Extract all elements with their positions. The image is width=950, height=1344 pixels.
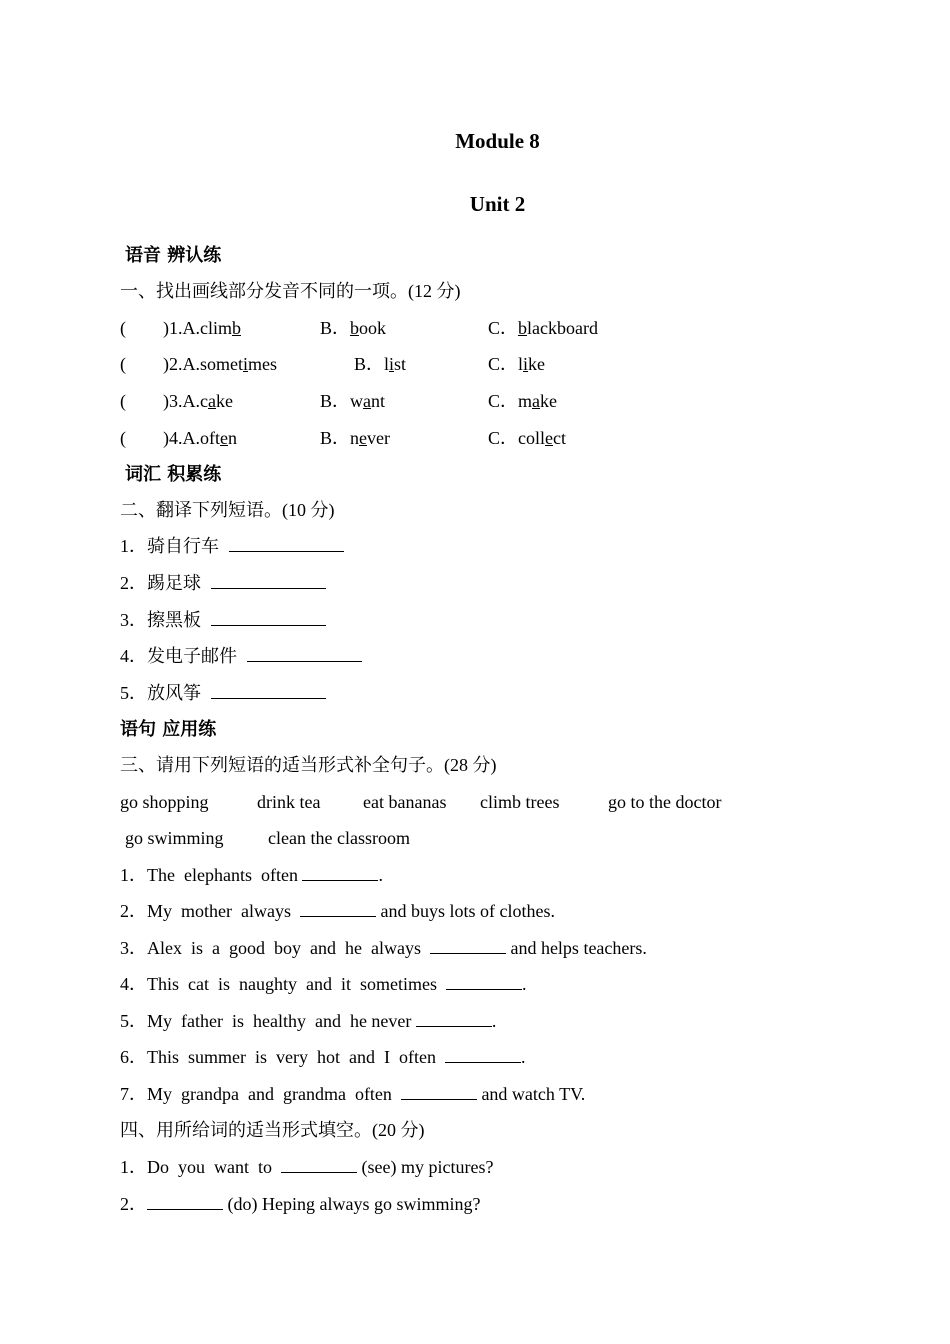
answer-blank[interactable]	[446, 972, 522, 990]
fill-sentence: 1．Do you want to (see) my pictures?	[120, 1157, 494, 1177]
option-a: )3.A.cake	[163, 391, 233, 411]
phrase-bank-item: go to the doctor	[608, 792, 722, 812]
fill-sentence: 6．This summer is very hot and I often .	[120, 1047, 526, 1067]
answer-blank[interactable]	[445, 1045, 521, 1063]
phrase-bank-item: go shopping	[120, 792, 209, 812]
page-title: Module 8	[455, 129, 540, 153]
fill-sentence: 1．The elephants often .	[120, 865, 383, 885]
section-label-sentences: 语句 应用练	[120, 719, 217, 740]
fill-sentence: 7．My grandpa and grandma often and watch TV.	[120, 1084, 586, 1104]
option-c: C．make	[488, 391, 558, 411]
option-c: C．like	[488, 354, 546, 374]
fill-sentence: 2．My mother always and buys lots of clothes.	[120, 901, 555, 921]
phrase-bank-item: eat bananas	[363, 792, 447, 812]
answer-blank[interactable]	[229, 534, 344, 552]
translation-item: 3．擦黑板	[120, 608, 326, 632]
answer-paren: (	[120, 318, 126, 338]
section2-heading: 二、翻译下列短语。(10 分)	[120, 500, 335, 520]
fill-sentence: 3．Alex is a good boy and he always and helps teachers.	[120, 938, 647, 958]
option-a: )2.A.sometimes	[163, 354, 278, 374]
translation-item: 1．骑自行车	[120, 534, 344, 558]
phrase-bank-item: go swimming	[125, 828, 224, 848]
answer-paren: (	[120, 354, 126, 374]
answer-blank[interactable]	[416, 1009, 492, 1027]
answer-blank[interactable]	[211, 608, 326, 626]
section4-heading: 四、用所给词的适当形式填空。(20 分)	[120, 1120, 425, 1140]
answer-blank[interactable]	[211, 681, 326, 699]
option-c: C．collect	[488, 428, 567, 448]
section3-heading: 三、请用下列短语的适当形式补全句子。(28 分)	[120, 755, 497, 775]
answer-blank[interactable]	[430, 936, 506, 954]
answer-blank[interactable]	[211, 571, 326, 589]
section1-heading: 一、找出画线部分发音不同的一项。(12 分)	[120, 281, 461, 301]
phrase-bank-item: drink tea	[257, 792, 321, 812]
option-b: B．book	[320, 318, 387, 338]
translation-item: 2．踢足球	[120, 571, 326, 595]
answer-paren: (	[120, 391, 126, 411]
answer-blank[interactable]	[302, 863, 378, 881]
option-b: B．list	[354, 354, 407, 374]
answer-blank[interactable]	[401, 1082, 477, 1100]
option-a: )1.A.climb	[163, 318, 241, 338]
answer-blank[interactable]	[147, 1192, 223, 1210]
option-b: B．want	[320, 391, 386, 411]
translation-item: 4．发电子邮件	[120, 644, 362, 668]
phrase-bank-item: clean the classroom	[268, 828, 410, 848]
fill-sentence: 4．This cat is naughty and it sometimes .	[120, 974, 527, 994]
answer-blank[interactable]	[247, 644, 362, 662]
fill-sentence: 5．My father is healthy and he never .	[120, 1011, 497, 1031]
option-a: )4.A.often	[163, 428, 237, 448]
section-label-phonics: 语音 辨认练	[125, 245, 222, 266]
option-c: C．blackboard	[488, 318, 598, 338]
answer-blank[interactable]	[281, 1155, 357, 1173]
translation-item: 5．放风筝	[120, 681, 326, 705]
fill-sentence: 2． (do) Heping always go swimming?	[120, 1194, 481, 1214]
answer-blank[interactable]	[300, 899, 376, 917]
answer-paren: (	[120, 428, 126, 448]
option-b: B．never	[320, 428, 390, 448]
phrase-bank-item: climb trees	[480, 792, 560, 812]
section-label-vocabulary: 词汇 积累练	[125, 464, 222, 485]
unit-title: Unit 2	[469, 192, 526, 216]
